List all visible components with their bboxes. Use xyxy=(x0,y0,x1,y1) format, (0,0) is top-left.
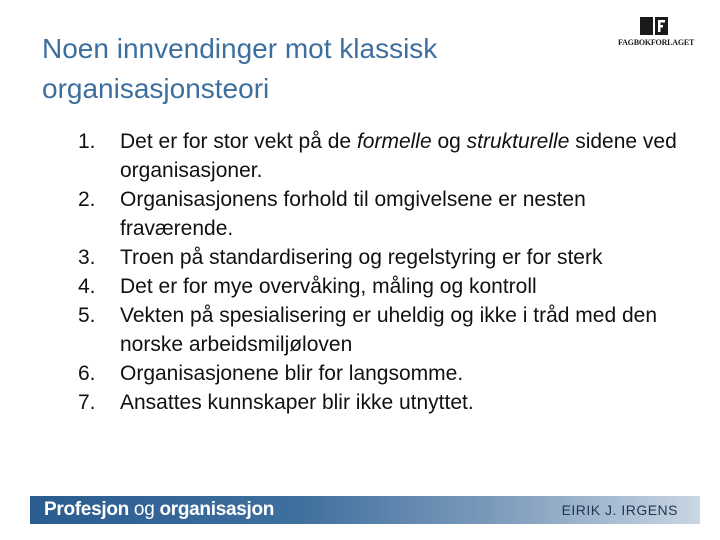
item-text: Organisasjonene blir for langsomme. xyxy=(120,362,464,385)
item-text-pre: Det er for stor vekt på de xyxy=(120,130,357,153)
slide-title: Noen innvendinger mot klassisk organisasjonsteori xyxy=(42,32,438,104)
item-number: 6. xyxy=(78,362,96,385)
item-number: 4. xyxy=(78,275,96,298)
list-item xyxy=(78,185,688,243)
item-number: 5. xyxy=(78,304,96,327)
list-item xyxy=(78,243,688,272)
item-text: Troen på standardisering og regelstyring er for sterk xyxy=(120,246,603,269)
logo-text: FAGBOKFORLAGET xyxy=(618,38,695,47)
list-item xyxy=(78,388,688,417)
list-item xyxy=(78,359,688,388)
item-number: 7. xyxy=(78,391,96,414)
footer-title-part: og xyxy=(133,499,155,520)
item-number: 2. xyxy=(78,188,96,211)
list-item xyxy=(78,127,688,185)
footer-title-part: Profesjon xyxy=(44,499,129,520)
item-number: 1. xyxy=(78,130,96,153)
item-text: Organisasjonens forhold til omgivelsene er nesten fraværende. xyxy=(120,188,586,240)
item-text-post: sidene ved organisasjoner. xyxy=(120,130,677,182)
item-text-mid: og xyxy=(431,130,467,153)
publisher-logo xyxy=(618,14,695,50)
book-icon xyxy=(618,14,690,38)
item-text: Vekten på spesialisering er uheldig og ikke i tråd med den norske arbeidsmiljøloven xyxy=(120,304,657,356)
footer-banner xyxy=(30,496,700,524)
list-item xyxy=(78,301,688,359)
objection-list xyxy=(78,127,688,417)
item-text: Det er for mye overvåking, måling og kontroll xyxy=(120,275,537,298)
footer-author: EIRIK J. IRGENS xyxy=(561,502,678,518)
item-emphasis-structural: strukturelle xyxy=(466,130,570,153)
footer-title-part: organisasjon xyxy=(159,499,275,520)
item-emphasis-formal: formelle xyxy=(356,130,432,153)
item-text: Ansattes kunnskaper blir ikke utnyttet. xyxy=(120,391,474,414)
list-item xyxy=(78,272,688,301)
item-number: 3. xyxy=(78,246,96,269)
footer-book-title xyxy=(44,498,274,522)
